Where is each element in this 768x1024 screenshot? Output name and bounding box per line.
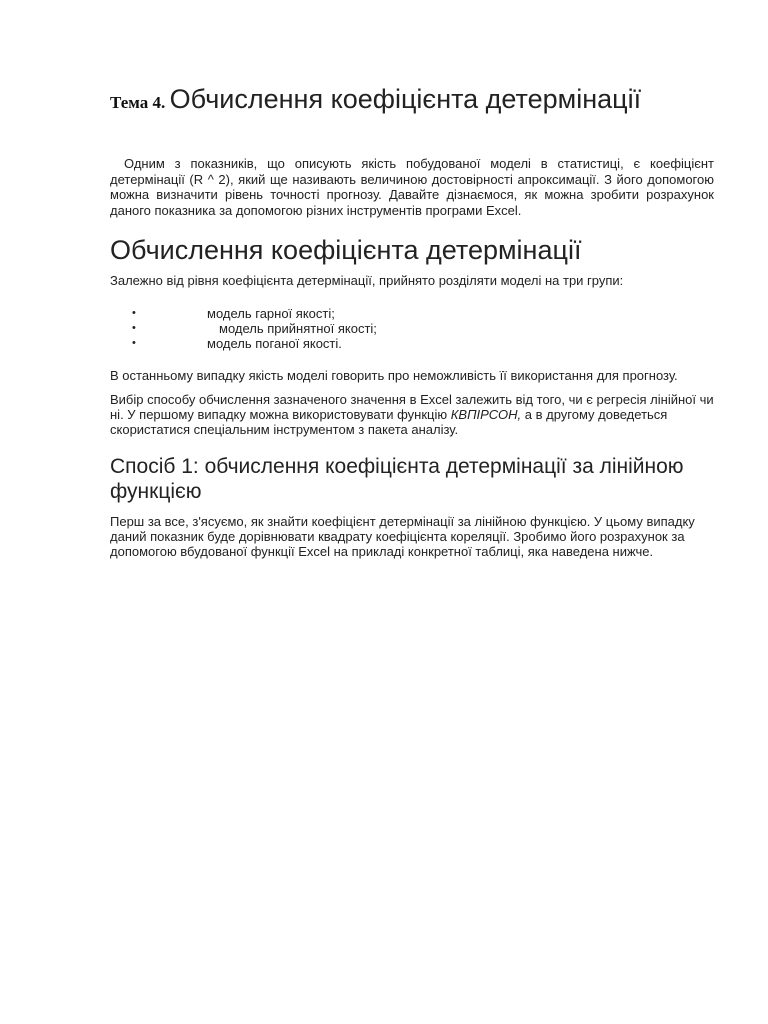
method-choice-text-after: а в другому доведеться скористатися спеціальним інструментом з пакета аналізу. xyxy=(110,407,668,437)
method-1-paragraph: Перш за все, з'ясуємо, як знайти коефіцієнт детермінації за лінійною функцією. У цьому випадку даний показник буде дорівнювати квадрату коефіцієнта кореляції. Зробимо його розрахунок за допомогою вбудованої функції Excel на прикладі конкретної таблиці, яка наведена нижче. xyxy=(110,514,695,559)
function-name: КВПІРСОН, xyxy=(450,407,522,422)
topic-number: Тема 4. xyxy=(110,93,166,112)
method-choice-text-before: Вибір способу обчислення зазначеного значення в Excel залежить від того, чи є регресія лінійної чи ні. У першому випадку можна використовувати функцію xyxy=(110,392,714,422)
intro-paragraph: Одним з показників, що описують якість побудованої моделі в статистиці, є коефіцієнт детермінації (R ^ 2), який ще називають величиною достовірності апроксимації. З його допомогою можна визначити рівень точності прогнозу. Давайте дізнаємося, як можна зробити розрахунок даного показника за допомогою різних інструментів програми Excel. xyxy=(110,156,714,218)
method-choice-paragraph xyxy=(110,392,714,437)
list-item-text: модель гарної якості; xyxy=(207,306,335,321)
groups-intro-paragraph: Залежно від рівня коефіцієнта детермінації, прийнято розділяти моделі на три групи: xyxy=(110,273,624,288)
list-item-text: модель поганої якості. xyxy=(207,336,342,351)
bullet-icon: • xyxy=(132,337,136,349)
list-item-text: модель прийнятної якості; xyxy=(219,321,377,336)
topic-heading xyxy=(110,86,641,113)
topic-title: Обчислення коефіцієнта детермінації xyxy=(169,84,642,114)
method-1-heading: Спосіб 1: обчислення коефіцієнта детермінації за лінійною функцією xyxy=(110,455,684,503)
bullet-icon: • xyxy=(132,307,136,319)
section-heading-determination: Обчислення коефіцієнта детермінації xyxy=(110,235,582,265)
bullet-icon: • xyxy=(132,322,136,334)
last-case-paragraph: В останньому випадку якість моделі говорить про неможливість її використання для прогнозу. xyxy=(110,368,678,383)
